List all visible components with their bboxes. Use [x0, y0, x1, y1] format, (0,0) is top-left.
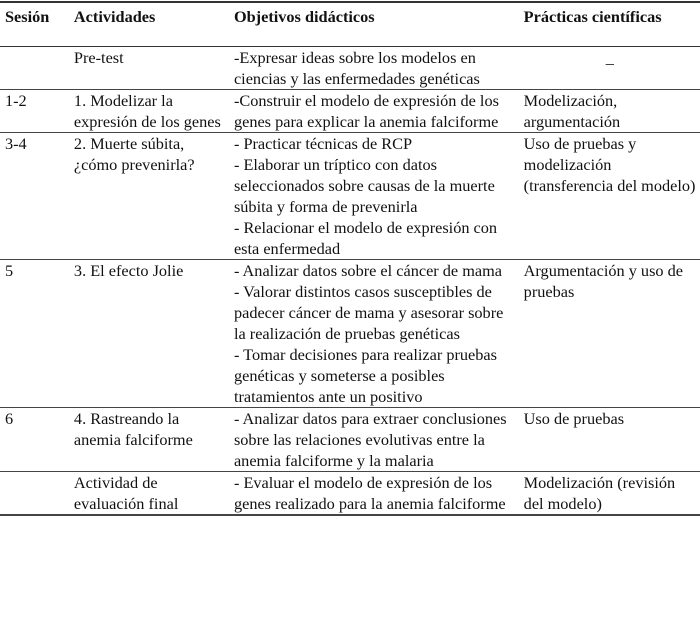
objectives-cell	[230, 89, 520, 132]
objective-item: - Elaborar un tríptico con datos seleccionados sobre causas de la muerte súbita y forma de prevenirla	[233, 154, 495, 216]
objectives-cell	[230, 46, 520, 89]
activity-cell: Pre-test	[73, 47, 124, 67]
objectives-cell	[230, 471, 520, 515]
objective-item: - Relacionar el modelo de expresión con esta enfermedad	[233, 217, 498, 258]
session-cell: 3-4	[5, 133, 27, 153]
objective-item: - Analizar datos para extraer conclusiones sobre las relaciones evolutivas entre la anemia falciforme y la malaria	[233, 408, 507, 470]
activity-cell: 2. Muerte súbita, ¿cómo prevenirla?	[73, 133, 195, 174]
sessions-table	[0, 1, 700, 516]
table-row	[0, 89, 700, 132]
objectives-cell	[230, 259, 520, 407]
header-practices: Prácticas científicas	[523, 7, 662, 26]
table-row	[0, 46, 700, 89]
objective-item: - Evaluar el modelo de expresión de los genes realizado para la anemia falciforme	[233, 472, 506, 513]
session-cell	[0, 46, 72, 89]
activity-cell: 1. Modelizar la expresión de los genes	[73, 90, 221, 131]
objective-item: - Analizar datos sobre el cáncer de mama	[233, 260, 503, 280]
practices-cell: Uso de pruebas	[523, 408, 625, 428]
objective-item: - Tomar decisiones para realizar pruebas genéticas y someterse a posibles tratamientos ante un positivo	[233, 344, 497, 406]
practices-cell: Uso de pruebas y modelización (transferencia del modelo)	[523, 133, 696, 195]
objective-item: - Practicar técnicas de RCP	[233, 133, 413, 153]
objective-item: - Valorar distintos casos susceptibles de padecer cáncer de mama y asesorar sobre la realización de pruebas genéticas	[233, 281, 504, 343]
objective-item: -Expresar ideas sobre los modelos en ciencias y las enfermedades genéticas	[233, 47, 480, 88]
session-cell: 1-2	[5, 90, 27, 110]
table-row	[0, 407, 700, 471]
objectives-cell	[230, 132, 520, 259]
header-session: Sesión	[5, 7, 50, 26]
objectives-cell	[230, 407, 520, 471]
header-activities: Actividades	[73, 7, 156, 26]
session-cell	[0, 471, 72, 515]
table-row	[0, 259, 700, 407]
activity-cell: Actividad de evaluación final	[73, 472, 179, 513]
activity-cell: 4. Rastreando la anemia falciforme	[73, 408, 193, 449]
practices-cell: Modelización (revisión del modelo)	[523, 472, 676, 513]
session-cell: 5	[5, 260, 14, 280]
activity-cell: 3. El efecto Jolie	[73, 260, 184, 280]
session-cell: 6	[5, 408, 14, 428]
practices-cell: Argumentación y uso de pruebas	[523, 260, 683, 301]
practices-cell: Modelización, argumentación	[523, 90, 621, 131]
table-row	[0, 132, 700, 259]
table-header-row	[0, 2, 700, 46]
practices-cell: _	[605, 47, 614, 67]
header-objectives: Objetivos didácticos	[233, 7, 375, 26]
objective-item: -Construir el modelo de expresión de los genes para explicar la anemia falciforme	[233, 90, 499, 131]
table-row	[0, 471, 700, 515]
